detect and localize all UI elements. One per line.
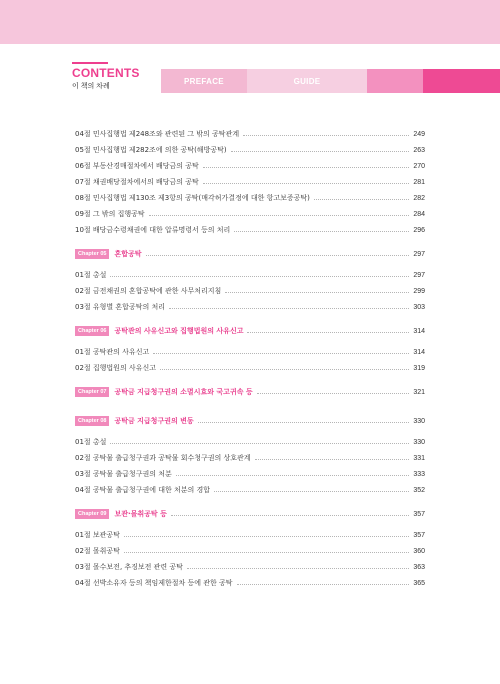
chapter-heading: Chapter 09 보관·몰취공탁 등 357 [75,507,425,521]
toc-item: 02절 공탁물 출급청구권과 공탁물 회수청구권의 상호관계 331 [75,454,425,462]
table-of-contents [75,126,425,591]
tab-accent-block-dark [423,69,500,93]
tab-preface: PREFACE [161,69,247,93]
header-band [0,0,500,44]
tab-accent-block [367,69,423,93]
chapter-badge: Chapter 07 [75,387,109,397]
chapter-badge: Chapter 08 [75,416,109,426]
chapter-badge: Chapter 09 [75,509,109,519]
title-accent-bar [72,62,108,64]
toc-item: 03절 몰수보전, 추징보전 관련 공탁 363 [75,563,425,571]
toc-item: 03절 공탁물 출급청구권의 처분 333 [75,470,425,478]
toc-item: 04절 선박소유자 등의 책임제한절차 등에 관한 공탁 365 [75,579,425,587]
toc-item: 06절 부동산경매절차에서 배당금의 공탁 270 [75,162,425,170]
page-subtitle: 이 책의 차례 [72,83,110,90]
toc-item: 03절 유형별 혼합공탁의 처리 303 [75,303,425,311]
toc-item: 04절 공탁물 출급청구권에 대한 처분의 경합 352 [75,486,425,494]
contents-heading [72,62,140,91]
toc-item: 01절 공탁관의 사유신고 314 [75,348,425,356]
toc-item: 01절 총설 297 [75,271,425,279]
toc-item: 07절 채권배당절차에서의 배당금의 공탁 281 [75,178,425,186]
toc-item: 02절 집행법원의 사유신고 319 [75,364,425,372]
toc-item: 09절 그 밖의 집행공탁 284 [75,210,425,218]
toc-item: 08절 민사집행법 제130조 제3항의 공탁(매각허가결정에 대한 항고보증공탁) 282 [75,194,425,202]
chapter-badge: Chapter 06 [75,326,109,336]
chapter-heading: Chapter 08 공탁금 지급청구권의 변동 330 [75,414,425,428]
chapter-heading: Chapter 06 공탁관의 사유신고와 집행법원의 사유신고 314 [75,324,425,338]
chapter-heading: Chapter 05 혼합공탁 297 [75,247,425,261]
toc-item: 10절 배당금수령채권에 대한 압류명령서 등의 처리 296 [75,226,425,234]
toc-item: 05절 민사집행법 제282조에 의한 공탁(해방공탁) 263 [75,146,425,154]
chapter-badge: Chapter 05 [75,249,109,259]
toc-item: 04절 민사집행법 제248조와 관련된 그 밖의 공탁관계 249 [75,130,425,138]
page-title: CONTENTS [72,66,140,80]
toc-item: 01절 보관공탁 357 [75,531,425,539]
toc-item: 02절 몰취공탁 360 [75,547,425,555]
toc-item: 01절 총설 330 [75,438,425,446]
toc-item: 02절 금전채권의 혼합공탁에 관한 사무처리지침 299 [75,287,425,295]
tab-guide: GUIDE [247,69,367,93]
chapter-heading: Chapter 07 공탁금 지급청구권의 소멸시효와 국고귀속 등 321 [75,385,425,399]
